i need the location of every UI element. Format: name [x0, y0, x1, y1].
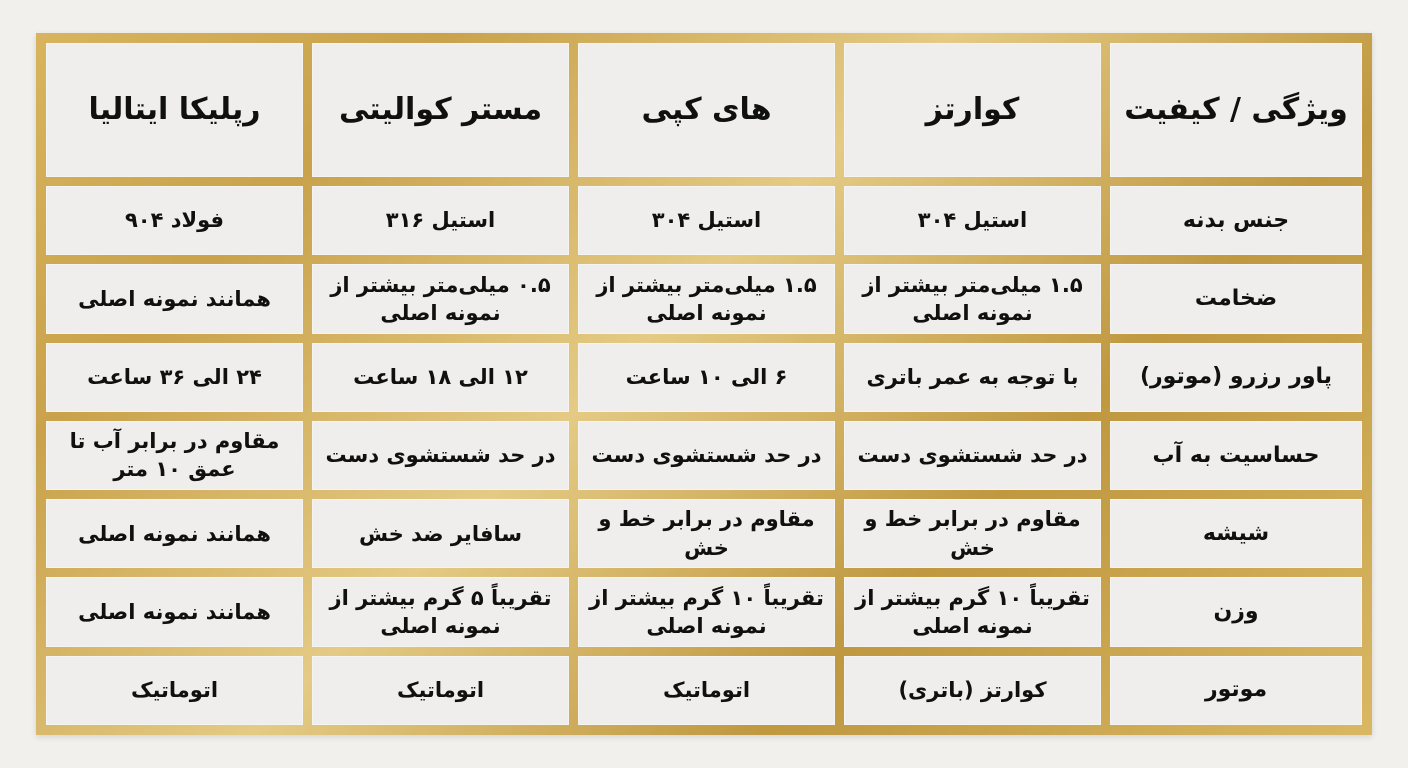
cell-replicaitaly: همانند نمونه اصلی	[46, 577, 303, 646]
cell-quartz: با توجه به عمر باتری	[844, 343, 1101, 412]
cell-masterquality: تقریباً ۵ گرم بیشتر از نمونه اصلی	[312, 577, 569, 646]
comparison-table-frame	[36, 33, 1372, 735]
cell-masterquality: ۰.۵ میلی‌متر بیشتر از نمونه اصلی	[312, 264, 569, 333]
table-header-row	[46, 43, 1362, 177]
cell-replicaitaly: اتوماتیک	[46, 656, 303, 725]
row-feature-label: پاور رزرو (موتور)	[1110, 343, 1362, 412]
row-feature-label: حساسیت به آب	[1110, 421, 1362, 490]
table-row	[46, 656, 1362, 725]
cell-masterquality: اتوماتیک	[312, 656, 569, 725]
cell-masterquality: استیل ۳۱۶	[312, 186, 569, 255]
cell-masterquality: در حد شستشوی دست	[312, 421, 569, 490]
cell-replicaitaly: ۲۴ الی ۳۶ ساعت	[46, 343, 303, 412]
cell-quartz: در حد شستشوی دست	[844, 421, 1101, 490]
column-header-highcopy: های کپی	[578, 43, 835, 177]
cell-masterquality: ۱۲ الی ۱۸ ساعت	[312, 343, 569, 412]
column-header-feature: ویژگی / کیفیت	[1110, 43, 1362, 177]
cell-highcopy: تقریباً ۱۰ گرم بیشتر از نمونه اصلی	[578, 577, 835, 646]
column-header-replicaitaly: رپلیکا ایتالیا	[46, 43, 303, 177]
table-row	[46, 421, 1362, 490]
table-row	[46, 186, 1362, 255]
cell-quartz: تقریباً ۱۰ گرم بیشتر از نمونه اصلی	[844, 577, 1101, 646]
comparison-table	[46, 43, 1362, 725]
row-feature-label: موتور	[1110, 656, 1362, 725]
cell-highcopy: در حد شستشوی دست	[578, 421, 835, 490]
cell-highcopy: مقاوم در برابر خط و خش	[578, 499, 835, 568]
row-feature-label: جنس بدنه	[1110, 186, 1362, 255]
cell-replicaitaly: همانند نمونه اصلی	[46, 264, 303, 333]
cell-replicaitaly: فولاد ۹۰۴	[46, 186, 303, 255]
cell-quartz: استیل ۳۰۴	[844, 186, 1101, 255]
table-row	[46, 577, 1362, 646]
column-header-quartz: کوارتز	[844, 43, 1101, 177]
cell-highcopy: ۶ الی ۱۰ ساعت	[578, 343, 835, 412]
table-row	[46, 499, 1362, 568]
cell-highcopy: اتوماتیک	[578, 656, 835, 725]
cell-masterquality: سافایر ضد خش	[312, 499, 569, 568]
cell-replicaitaly: همانند نمونه اصلی	[46, 499, 303, 568]
cell-quartz: ۱.۵ میلی‌متر بیشتر از نمونه اصلی	[844, 264, 1101, 333]
row-feature-label: وزن	[1110, 577, 1362, 646]
cell-highcopy: استیل ۳۰۴	[578, 186, 835, 255]
cell-quartz: مقاوم در برابر خط و خش	[844, 499, 1101, 568]
cell-highcopy: ۱.۵ میلی‌متر بیشتر از نمونه اصلی	[578, 264, 835, 333]
cell-replicaitaly: مقاوم در برابر آب تا عمق ۱۰ متر	[46, 421, 303, 490]
table-row	[46, 343, 1362, 412]
cell-quartz: کوارتز (باتری)	[844, 656, 1101, 725]
table-row	[46, 264, 1362, 333]
column-header-masterquality: مستر کوالیتی	[312, 43, 569, 177]
row-feature-label: شیشه	[1110, 499, 1362, 568]
row-feature-label: ضخامت	[1110, 264, 1362, 333]
